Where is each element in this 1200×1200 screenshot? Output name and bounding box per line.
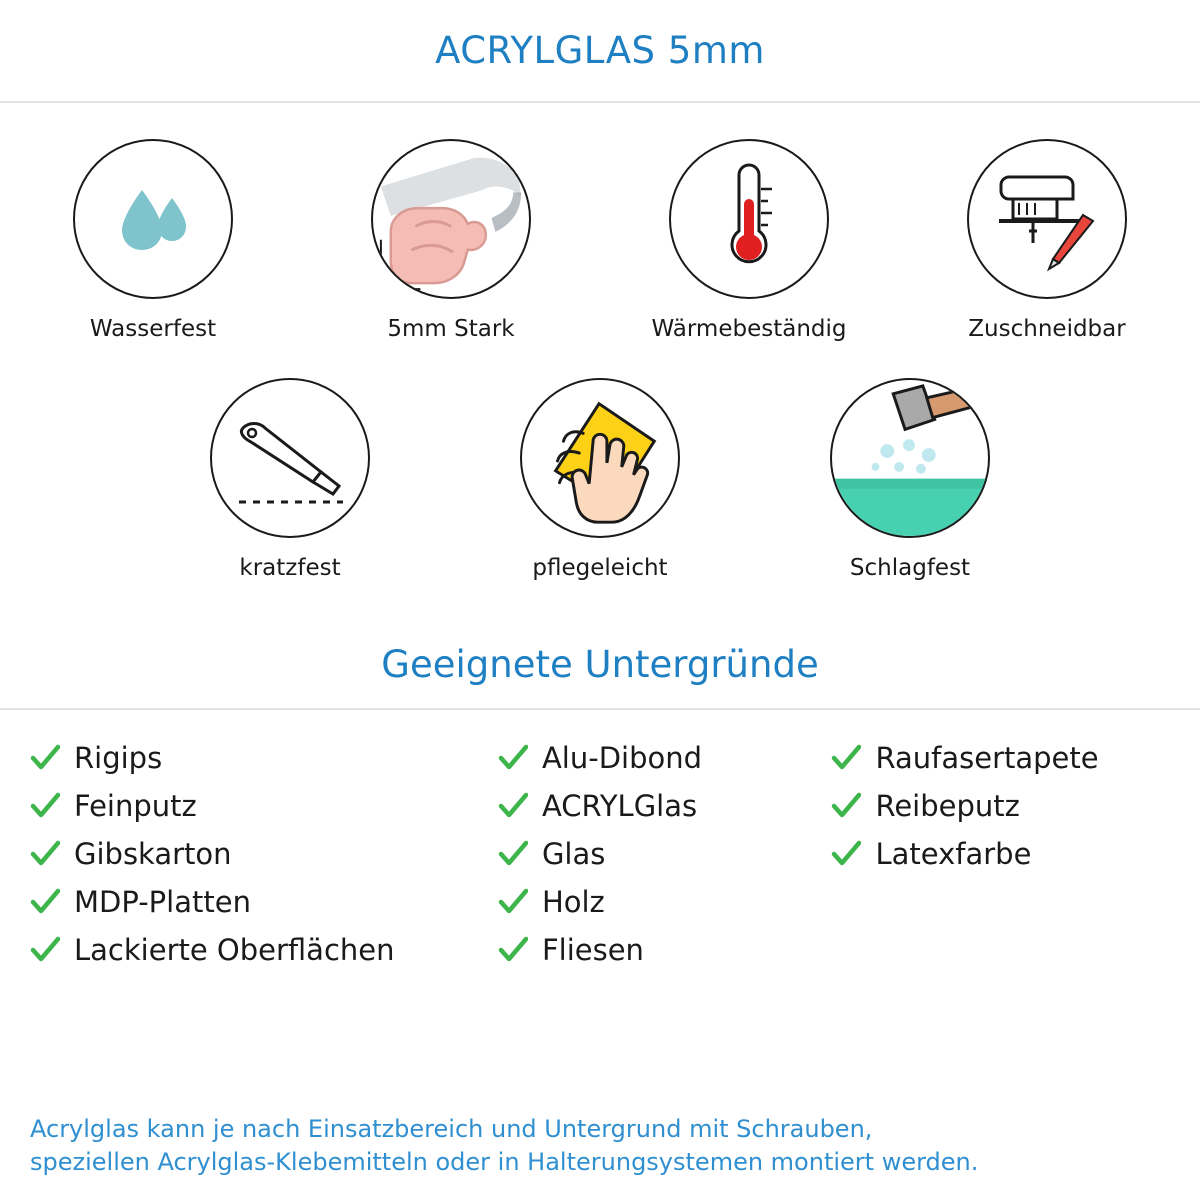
list-item <box>498 784 832 827</box>
feature-label: Wärmebeständig <box>651 316 847 342</box>
list-item-label: MDP-Platten <box>74 884 251 919</box>
list-item-label: Glas <box>541 836 606 871</box>
list-item <box>498 832 832 875</box>
list-item-label: Lackierte Oberflächen <box>74 932 395 967</box>
feature-row-2 <box>0 378 1200 581</box>
knife-scratch-icon <box>225 398 355 518</box>
check-icon <box>831 839 861 869</box>
checklist-column-1 <box>30 736 498 971</box>
list-item-label: Feinputz <box>74 788 197 823</box>
feature-label: kratzfest <box>239 555 341 581</box>
list-item <box>498 880 832 923</box>
water-drops-icon <box>98 164 208 274</box>
feature-row-1 <box>0 139 1200 342</box>
footer-note-line-2: speziellen Acrylglas-Klebemitteln oder in Halterungsystemen montiert werden. <box>30 1147 979 1176</box>
strong-arm-icon <box>373 140 529 298</box>
list-item-label: Fliesen <box>541 932 644 967</box>
list-item <box>30 832 498 875</box>
check-icon <box>30 791 60 821</box>
list-item <box>498 928 832 971</box>
checklist-column-3 <box>831 736 1170 971</box>
check-icon <box>30 839 60 869</box>
feature-label: pflegeleicht <box>532 555 668 581</box>
feature-zuschneidbar <box>922 139 1172 342</box>
check-icon <box>30 743 60 773</box>
list-item <box>30 928 498 971</box>
list-item-label: Alu-Dibond <box>541 740 703 775</box>
feature-icon-circle <box>210 378 370 538</box>
list-item-label: Gibskarton <box>74 836 232 871</box>
suitable-surfaces-list <box>0 710 1200 971</box>
feature-5mm-stark <box>326 139 576 342</box>
feature-icon-circle <box>967 139 1127 299</box>
list-item-label: ACRYLGlas <box>541 788 698 823</box>
list-item-label: Rigips <box>74 740 163 775</box>
check-icon <box>498 887 528 917</box>
list-item-label: Holz <box>541 884 605 919</box>
check-icon <box>498 791 528 821</box>
check-icon <box>498 935 528 965</box>
checklist-column-2 <box>498 736 832 971</box>
hammer-impact-icon <box>832 379 988 537</box>
check-icon <box>498 743 528 773</box>
list-item-label: Latexfarbe <box>875 836 1032 871</box>
feature-label: Wasserfest <box>89 316 217 342</box>
jigsaw-cutter-icon <box>987 159 1107 279</box>
check-icon <box>30 887 60 917</box>
feature-label: Zuschneidbar <box>968 316 1126 342</box>
list-item <box>831 784 1170 827</box>
feature-icon-circle <box>830 378 990 538</box>
thermometer-icon <box>694 159 804 279</box>
hand-cloth-wipe-icon <box>522 379 678 537</box>
footer-note <box>30 1113 1176 1178</box>
feature-section <box>0 103 1200 581</box>
check-icon <box>498 839 528 869</box>
list-item <box>831 832 1170 875</box>
list-item <box>831 736 1170 779</box>
check-icon <box>30 935 60 965</box>
page-title: ACRYLGLAS 5mm <box>435 29 765 72</box>
page-header <box>0 0 1200 103</box>
feature-pflegeleicht <box>475 378 725 581</box>
feature-label: 5mm Stark <box>387 316 515 342</box>
feature-waermebestaendig <box>624 139 874 342</box>
feature-icon-circle <box>73 139 233 299</box>
footer-note-line-1: Acrylglas kann je nach Einsatzbereich und Untergrund mit Schrauben, <box>30 1115 873 1144</box>
section-header <box>0 643 1200 710</box>
check-icon <box>831 791 861 821</box>
feature-schlagfest <box>785 378 1035 581</box>
feature-kratzfest <box>165 378 415 581</box>
section-title: Geeignete Untergründe <box>381 643 819 686</box>
feature-wasserfest <box>28 139 278 342</box>
list-item-label: Raufasertapete <box>875 740 1099 775</box>
list-item <box>30 736 498 779</box>
list-item <box>30 784 498 827</box>
list-item <box>498 736 832 779</box>
check-icon <box>831 743 861 773</box>
list-item-label: Reibeputz <box>875 788 1020 823</box>
feature-icon-circle <box>371 139 531 299</box>
list-item <box>30 880 498 923</box>
feature-label: Schlagfest <box>849 555 971 581</box>
feature-icon-circle <box>669 139 829 299</box>
feature-icon-circle <box>520 378 680 538</box>
